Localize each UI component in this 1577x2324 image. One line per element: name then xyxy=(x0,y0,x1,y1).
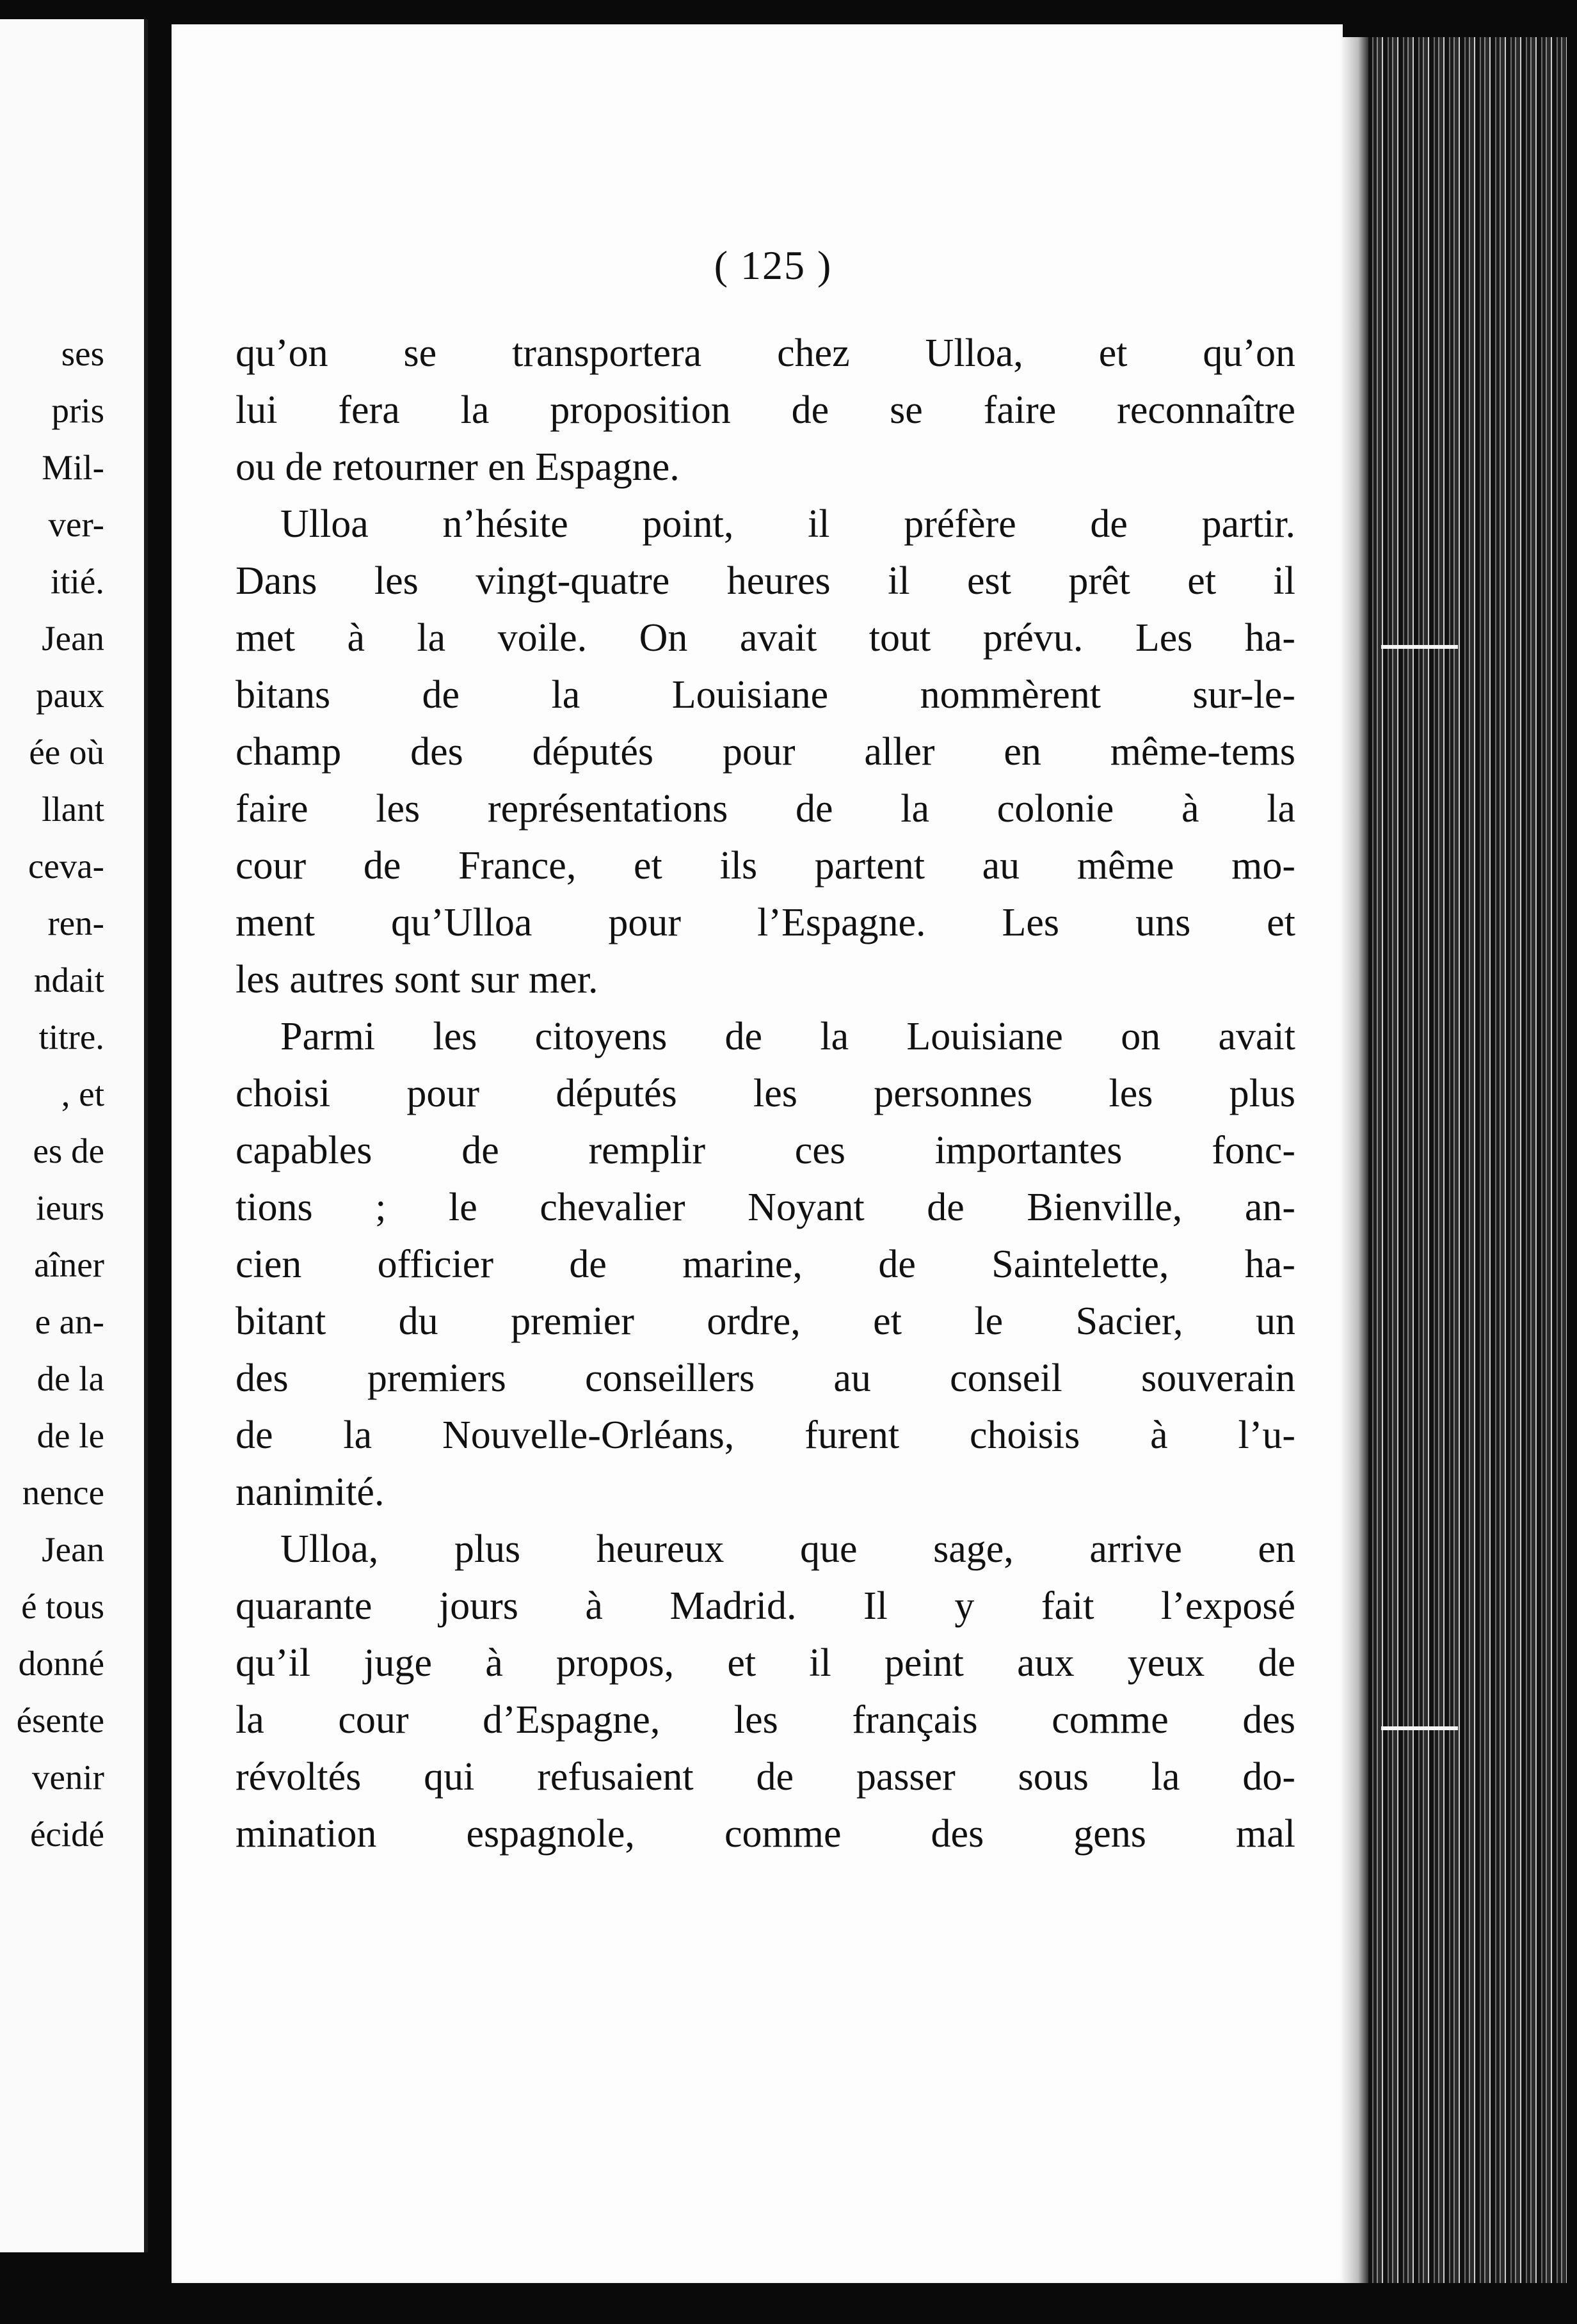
previous-page-line: ée où xyxy=(29,733,104,772)
page-edges xyxy=(1343,37,1567,2283)
text-line: cour de France, et ils partent au même mo- xyxy=(236,844,1295,887)
text-line: cien officier de marine, de Saintelette, ha- xyxy=(236,1243,1295,1286)
previous-page-line: ndait xyxy=(34,960,104,999)
text-line: la cour d’Espagne, les français comme des xyxy=(236,1698,1295,1742)
previous-page-line: venir xyxy=(31,1758,104,1797)
text-line: révoltés qui refusaient de passer sous la do- xyxy=(236,1755,1295,1799)
text-line: de la Nouvelle-Orléans, furent choisis à l’u- xyxy=(236,1413,1295,1457)
text-line: les autres sont sur mer. xyxy=(236,958,598,1001)
text-line: bitans de la Louisiane nommèrent sur-le- xyxy=(236,673,1295,717)
previous-page-line: écidé xyxy=(29,1815,104,1854)
text-line: Parmi les citoyens de la Louisiane on avait xyxy=(280,1015,1295,1058)
previous-page-line: é tous xyxy=(21,1587,104,1626)
text-line: choisi pour députés les personnes les plus xyxy=(236,1072,1295,1115)
previous-page-line: llant xyxy=(42,790,104,829)
previous-page-line: itié. xyxy=(50,562,104,601)
text-line: qu’on se transportera chez Ulloa, et qu’on xyxy=(236,331,1295,375)
edge-mark xyxy=(1381,645,1458,649)
text-line: Ulloa n’hésite point, il préfère de partir. xyxy=(280,502,1295,546)
previous-page-line: ésente xyxy=(16,1701,104,1740)
previous-page-line: Jean xyxy=(42,1530,104,1569)
text-line: champ des députés pour aller en même-tems xyxy=(236,730,1295,774)
previous-page-text xyxy=(17,325,104,1863)
previous-page-line: donné xyxy=(18,1644,104,1683)
text-line: met à la voile. On avait tout prévu. Les ha- xyxy=(236,616,1295,660)
previous-page-line: nence xyxy=(22,1473,104,1512)
text-line: capables de remplir ces importantes fonc- xyxy=(236,1129,1295,1172)
text-line: des premiers conseillers au conseil souverain xyxy=(236,1357,1295,1400)
previous-page-line: ren- xyxy=(47,903,104,943)
text-line: Ulloa, plus heureux que sage, arrive en xyxy=(280,1527,1295,1571)
previous-page-line: titre. xyxy=(38,1017,104,1056)
text-line: quarante jours à Madrid. Il y fait l’exposé xyxy=(236,1584,1295,1628)
previous-page-line: Mil- xyxy=(42,448,104,487)
previous-page-line: ses xyxy=(61,334,104,373)
text-line: bitant du premier ordre, et le Sacier, un xyxy=(236,1300,1295,1343)
previous-page-line: pris xyxy=(51,391,104,430)
text-line: ou de retourner en Espagne. xyxy=(236,445,680,489)
previous-page-line: es de xyxy=(33,1131,104,1170)
text-line: tions ; le chevalier Noyant de Bienville, an- xyxy=(236,1186,1295,1229)
text-line: mination espagnole, comme des gens mal xyxy=(236,1812,1295,1856)
text-line: Dans les vingt-quatre heures il est prêt et il xyxy=(236,559,1295,603)
previous-page-line: ver- xyxy=(48,505,104,544)
previous-page-line: ceva- xyxy=(28,847,104,886)
previous-page-line: de la xyxy=(36,1359,104,1398)
previous-page-line: aîner xyxy=(34,1245,104,1284)
previous-page-line: e an- xyxy=(35,1302,104,1341)
previous-page-line: de le xyxy=(36,1416,104,1455)
previous-page-line: ieurs xyxy=(36,1188,104,1227)
text-line: faire les représentations de la colonie à la xyxy=(236,787,1295,831)
previous-page-line: Jean xyxy=(42,619,104,658)
text-line: nanimité. xyxy=(236,1470,385,1514)
page-number: ( 125 ) xyxy=(714,243,833,288)
previous-page-fragment xyxy=(0,19,148,2252)
text-line: ment qu’Ulloa pour l’Espagne. Les uns et xyxy=(236,901,1295,944)
text-line: lui fera la proposition de se faire reconnaître xyxy=(236,388,1295,432)
previous-page-line: , et xyxy=(61,1074,104,1113)
edge-mark xyxy=(1381,1726,1458,1730)
page-body-text xyxy=(236,325,1295,1863)
previous-page-line: paux xyxy=(36,676,104,715)
text-line: qu’il juge à propos, et il peint aux yeux de xyxy=(236,1641,1295,1685)
book-page xyxy=(172,24,1343,2283)
